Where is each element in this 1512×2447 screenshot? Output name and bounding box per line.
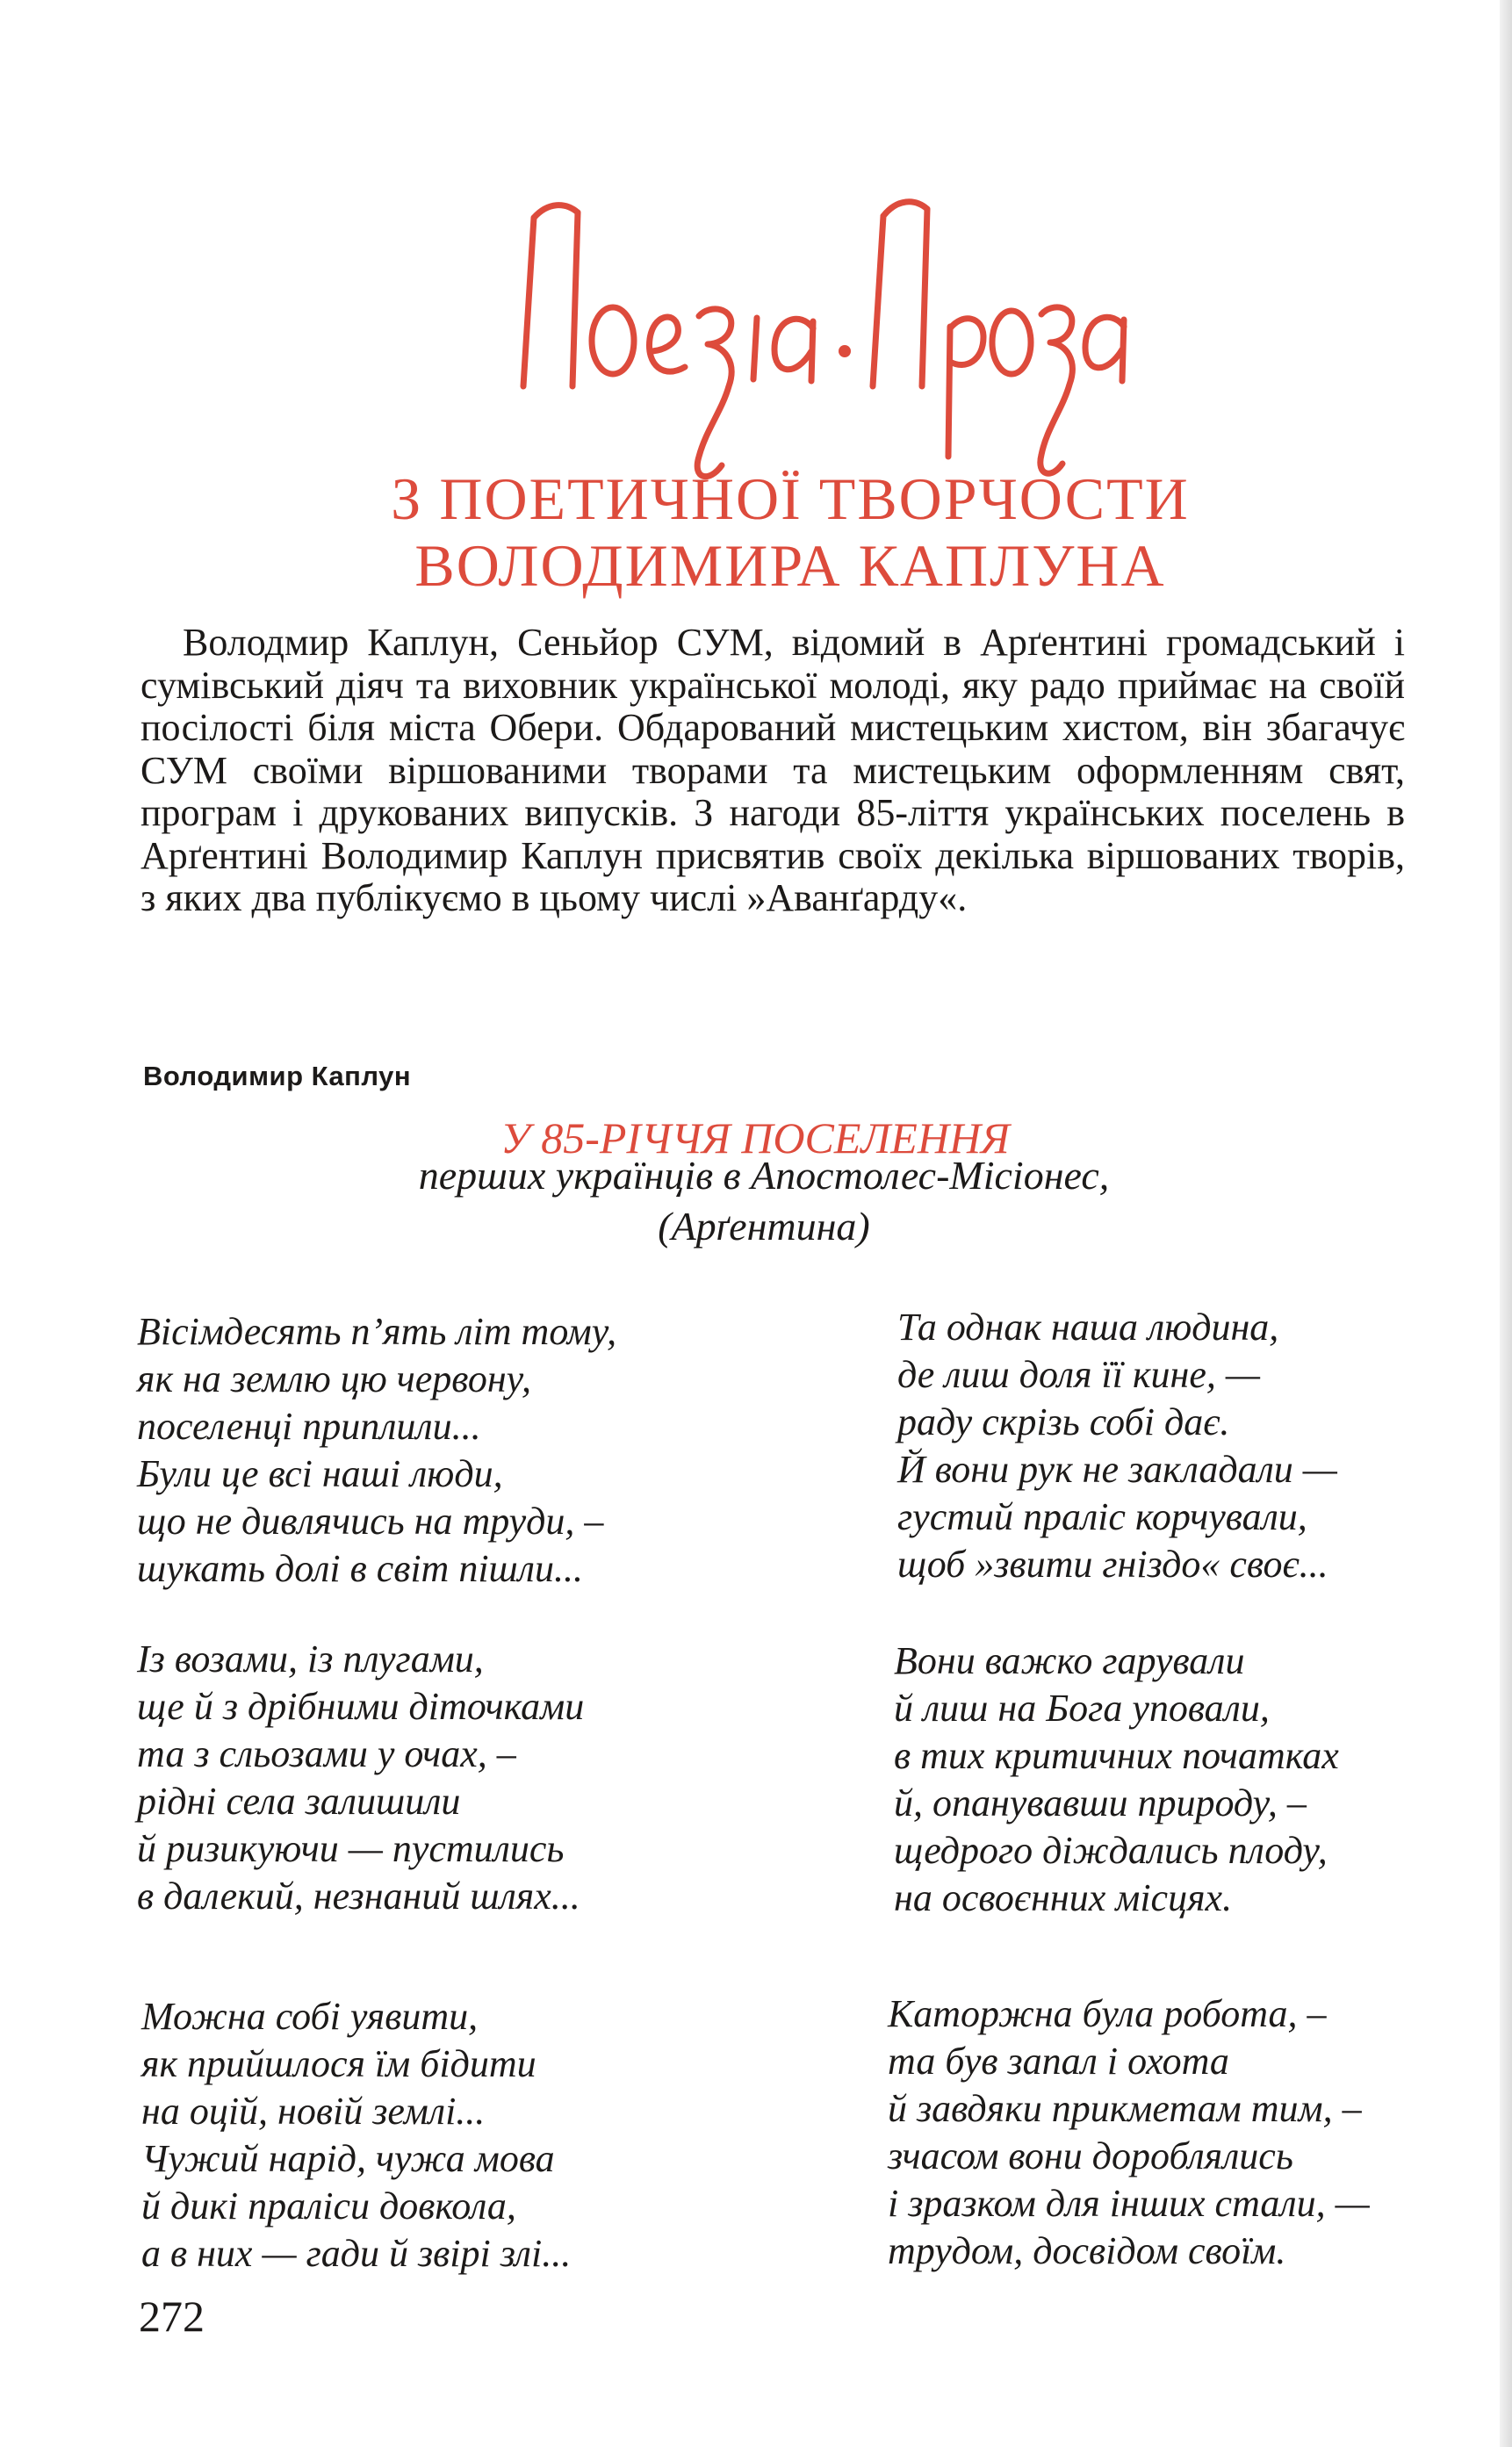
stanza-2 (897, 1304, 1337, 1588)
stanza-line: на освоєнних місцях. (894, 1876, 1233, 1919)
stanza-line: щедрого діждались плоду, (894, 1829, 1328, 1872)
stanza-5 (141, 1993, 571, 2278)
stanza-line: як прийшлося їм бідити (141, 2042, 536, 2085)
stanza-line: Можна собі уявити, (141, 1995, 479, 2038)
stanza-line: в далекий, незнаний шлях... (137, 1875, 580, 1918)
section-heading-logo (492, 167, 1141, 483)
author-byline: Володимир Каплун (143, 1061, 412, 1091)
stanza-line: рідні села залишили (137, 1780, 461, 1823)
stanza-line: Були це всі наші люди, (137, 1452, 503, 1495)
stanza-line: та з сльозами у очах, – (137, 1732, 516, 1775)
poem-subtitle (263, 1150, 1264, 1252)
stanza-line: та був запал і охота (888, 2040, 1229, 2083)
stanza-line: й лиш на Бога уповали, (894, 1687, 1270, 1730)
stanza-line: ще й з дрібними діточками (137, 1685, 585, 1728)
article-title (263, 465, 1317, 599)
page-number: 272 (139, 2292, 205, 2341)
stanza-line: а в них — гади й звірі злі... (141, 2232, 572, 2275)
stanza-line: поселенці приплили... (137, 1405, 481, 1448)
stanza-line: на оцій, новій землі... (141, 2090, 486, 2133)
poem-subtitle-line-1: перших українців в Апостолес-Місіонес, (418, 1153, 1110, 1198)
scan-edge (1500, 0, 1512, 2447)
stanza-line: що не дивлячись на труди, – (137, 1500, 604, 1543)
stanza-line: й ризикуючи — пустились (137, 1827, 565, 1870)
stanza-line: в тих критичних початках (894, 1734, 1339, 1777)
stanza-line: Та однак наша людина, (897, 1306, 1279, 1349)
stanza-line: щоб »звити гніздо« своє... (897, 1543, 1328, 1586)
stanza-3 (137, 1636, 584, 1920)
stanza-line: густий праліс корчували, (897, 1495, 1307, 1538)
stanza-line: шукать долі в світ пішли... (137, 1547, 583, 1590)
stanza-line: Із возами, із плугами, (137, 1637, 484, 1681)
poem-subtitle-line-2: (Арґентина) (658, 1204, 870, 1249)
stanza-line: й, опанувавши природу, – (894, 1781, 1307, 1824)
stanza-line: раду скрізь собі дає. (897, 1400, 1230, 1443)
stanza-1 (137, 1308, 616, 1593)
stanza-line: Вони важко гарували (894, 1639, 1245, 1682)
article-title-line-1: З ПОЕТИЧНОЇ ТВОРЧОСТИ (391, 465, 1190, 532)
article-title-line-2: ВОЛОДИМИРА КАПЛУНА (414, 532, 1166, 599)
stanza-6 (888, 1990, 1370, 2275)
stanza-4 (894, 1637, 1339, 1922)
stanza-line: і зразком для інших стали, — (888, 2182, 1370, 2225)
stanza-line: як на землю цю червону, (137, 1357, 531, 1400)
intro-paragraph: Володмир Каплун, Сеньйор СУМ, відомий в Арґентині громадський і сумівський діяч та виховник української молоді, яку радо приймає на своїй посілості біля міста Обери. Обдарований мистецьким хистом, він збагачує СУМ своїми віршованими творами та мистецьким оформленням свят, програм і друкованих випусків. З нагоди 85-ліття українських поселень в Арґентині Володимир Каплун присвятив своїх декілька віршованих творів, з яких два публікуємо в цьому числі »Аванґарду«. (140, 621, 1405, 919)
stanza-line: Каторжна була робота, – (888, 1992, 1327, 2035)
stanza-line: Чужий нарід, чужа мова (141, 2137, 555, 2180)
stanza-line: зчасом вони дороблялись (888, 2134, 1293, 2177)
stanza-line: й дикі праліси довкола, (141, 2184, 516, 2227)
stanza-line: Вісімдесять п’ять літ тому, (137, 1310, 617, 1353)
stanza-line: трудом, досвідом своїм. (888, 2229, 1286, 2272)
poem-title: У 85-РІЧЧЯ ПОСЕЛЕННЯ (500, 1113, 1010, 1162)
stanza-line: й завдяки прикметам тим, – (888, 2087, 1362, 2130)
stanza-line: Й вони рук не закладали — (897, 1448, 1337, 1491)
stanza-line: де лиш доля її кине, — (897, 1353, 1261, 1396)
